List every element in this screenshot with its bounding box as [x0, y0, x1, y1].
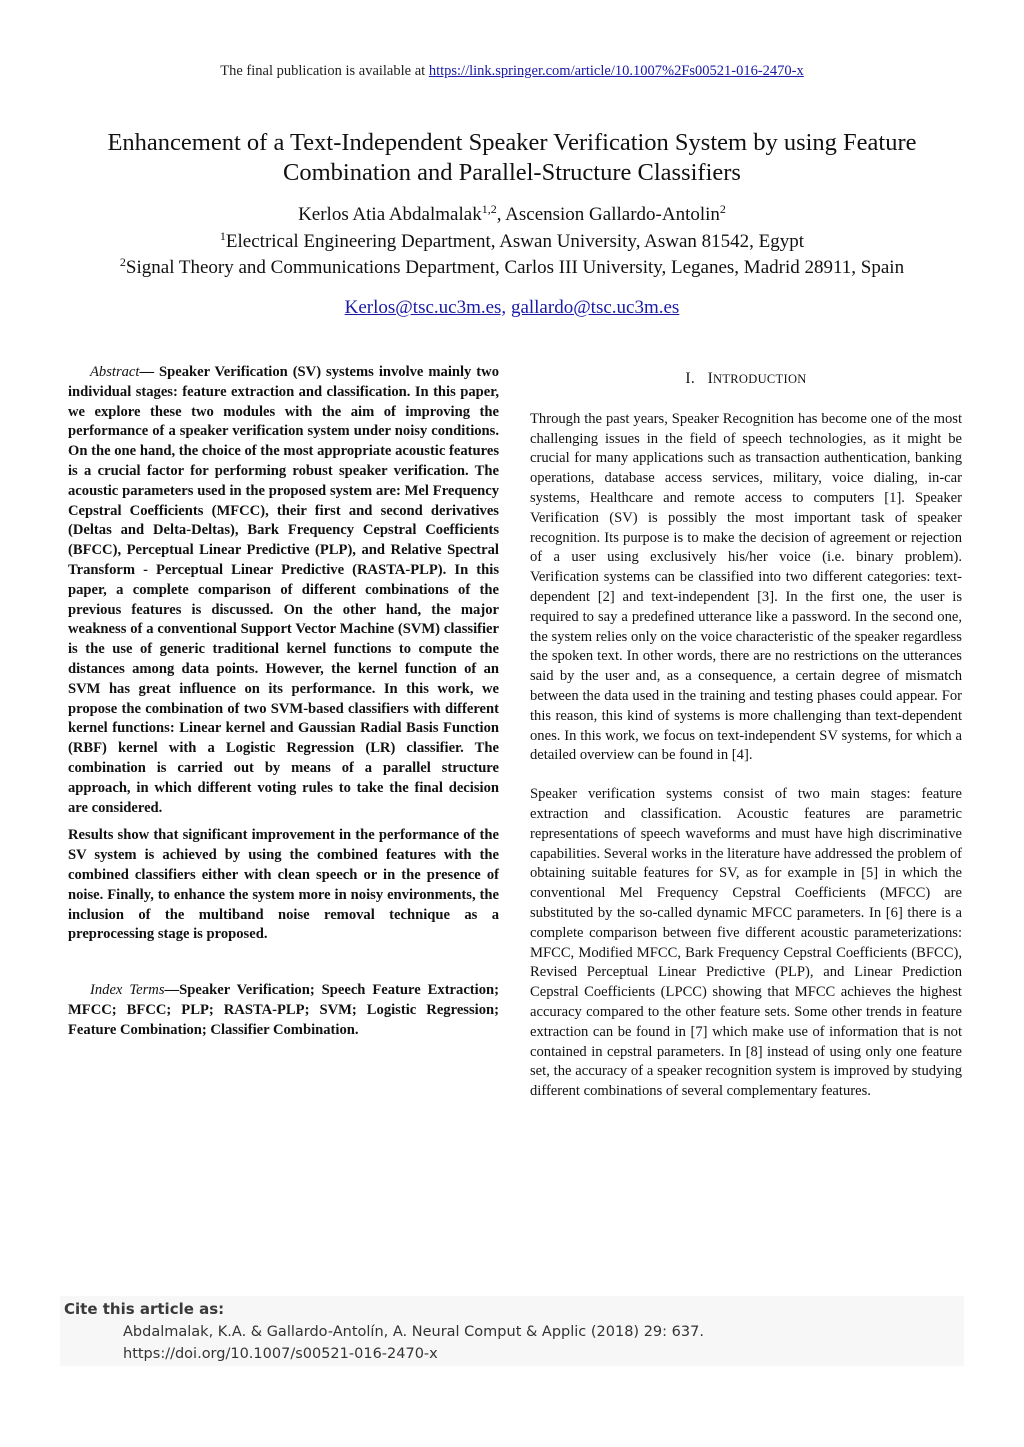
email-link-2[interactable]: gallardo@tsc.uc3m.es [510, 297, 680, 318]
author-2: Ascension Gallardo-Antolin [505, 204, 720, 225]
abstract-text: — Speaker Verification (SV) systems involve mainly two individual stages: feature extraction and classification. In this paper, we explore these two modules with the aim of improving the performance of a speaker verification system under noisy conditions. On the one hand, the choice of the most appropriate acoustic features is a crucial factor for performing robust speaker verification. The acoustic parameters used in the proposed system are: Mel Frequency Cepstral Coefficients (MFCC), their first and second derivatives (Deltas and Delta-Deltas), Bark Frequency Cepstral Coefficients (BFCC), Perceptual Linear Predictive (PLP), and Relative Spectral Transform - Perceptual Linear Predictive (RASTA-PLP). In this paper, a complete comparison of different combinations of the previous features is discussed. On the other hand, the major weakness of a conventional Support Vector Machine (SVM) classifier is the use of generic traditional kernel functions to compute the distances among data points. However, the kernel function of an SVM has great influence on its performance. In this work, we propose the combination of two SVM-based classifiers with different kernel functions: Linear kernel and Gaussian Radial Basis Function (RBF) kernel with a Logistic Regression (LR) classifier. The combination is carried out by means of a parallel structure approach, in which different voting rules to take the final decision are considered. [68, 364, 499, 816]
introduction-paragraph-2: Speaker verification systems consist of two main stages: feature extraction and classification. Acoustic features are parametric representations of speech waveforms and must have high discriminative capabilities. Several works in the literature have addressed the problem of obtaining suitable features for SV, as for example in [5] in which the conventional Mel Frequency Cepstral Coefficients (MFCC) are substituted by the so-called dynamic MFCC parameters. In [6] there is a complete comparison between five different acoustic parameterizations: MFCC, Modified MFCC, Bark Frequency Cepstral Coefficients (BFCC), Revised Perceptual Linear Predictive (PLP), and Linear Prediction Cepstral Coefficients (LPCC) showing that MFCC achieves the highest accuracy compared to the other feature sets. Some other trends in feature extraction can be found in [7] which make use of information that is not contained in cepstral parameters. In [8] instead of using only one feature set, the accuracy of a speaker recognition system is improved by studying different combinations of several complementary features. [530, 786, 962, 1100]
author-emails [0, 297, 1024, 319]
author-1: Kerlos Atia Abdalmalak [298, 204, 482, 225]
email-link-1[interactable]: Kerlos@tsc.uc3m.es, [344, 297, 507, 318]
publication-link[interactable]: https://link.springer.com/article/10.1007%2Fs00521-016-2470-x [428, 63, 804, 79]
publication-notice-text: The final publication is available at [220, 63, 429, 79]
section-numeral: I. [685, 370, 696, 387]
author-line [0, 204, 1024, 226]
affiliation-2-text: Signal Theory and Communications Department, Carlos III University, Leganes, Madrid 28911, Spain [125, 257, 905, 278]
abstract-paragraph [68, 363, 499, 818]
section-heading-rest: NTRODUCTION [713, 372, 807, 386]
affiliation-2-mark: 2 [119, 255, 126, 269]
index-terms-text: —Speaker Verification; Speech Feature Extraction; MFCC; BFCC; PLP; RASTA-PLP; SVM; Logistic Regression; Feature Combination; Classifier Combination. [68, 982, 499, 1038]
abstract-column [68, 363, 499, 1041]
affiliation-1 [0, 231, 1024, 253]
index-terms-paragraph [68, 981, 499, 1040]
abstract-label: Abstract [90, 364, 140, 380]
affiliation-1-mark: 1 [219, 229, 226, 243]
index-terms-label: Index Terms [90, 982, 165, 999]
citation-box [60, 1296, 964, 1366]
introduction-column [530, 369, 962, 1102]
introduction-paragraph-1: Through the past years, Speaker Recognition has become one of the most challenging issues in the field of speech technologies, as it might be crucial for many applications such as transaction authentication, banking operations, database access services, military, voice dialing, in-car systems, Healthcare and remote access to computers [1]. Speaker Verification (SV) is possibly the most important task of speaker recognition. Its purpose is to make the decision of agreement or rejection of a user using exclusively his/her voice (i.e. binary problem). Verification systems can be classified into two different categories: text-dependent [2] and text-independent [3]. In the first one, the user is required to say a predefined utterance like a password. In the second one, the system relies only on the voice characteristic of the speaker regardless the spoken text. In other words, there are no restrictions on the utterances said by the user and, as a consequence, a certain degree of mismatch between the data used in the training and testing phases could appear. For this reason, this kind of systems is more challenging than text-dependent ones. In this work, we focus on text-independent SV systems, for which a detailed overview can be found in [4]. [530, 410, 962, 764]
affiliation-2 [0, 257, 1024, 279]
author-1-affiliation-mark: 1,2 [481, 202, 497, 216]
citation-reference: Abdalmalak, K.A. & Gallardo-Antolín, A. Neural Comput & Applic (2018) 29: 637. [123, 1324, 704, 1340]
author-2-affiliation-mark: 2 [719, 202, 726, 216]
section-heading-initial: I [707, 370, 714, 387]
author-separator: , [496, 204, 506, 225]
affiliation-1-text: Electrical Engineering Department, Aswan University, Aswan 81542, Egypt [225, 231, 805, 252]
citation-label: Cite this article as: [64, 1300, 225, 1318]
publication-notice [0, 63, 1024, 80]
paper-title: Enhancement of a Text-Independent Speaker Verification System by using Feature Combination and Parallel-Structure Classifiers [107, 129, 917, 186]
citation-doi: https://doi.org/10.1007/s00521-016-2470-x [123, 1346, 438, 1362]
section-heading-introduction [530, 369, 962, 390]
abstract-results-paragraph: Results show that significant improvement in the performance of the SV system is achieved by using the combined features with the combined classifiers either with clean speech or in the presence of noise. Finally, to enhance the system more in noisy environments, the inclusion of the multiband noise removal technique as a preprocessing stage is proposed. [68, 827, 499, 943]
